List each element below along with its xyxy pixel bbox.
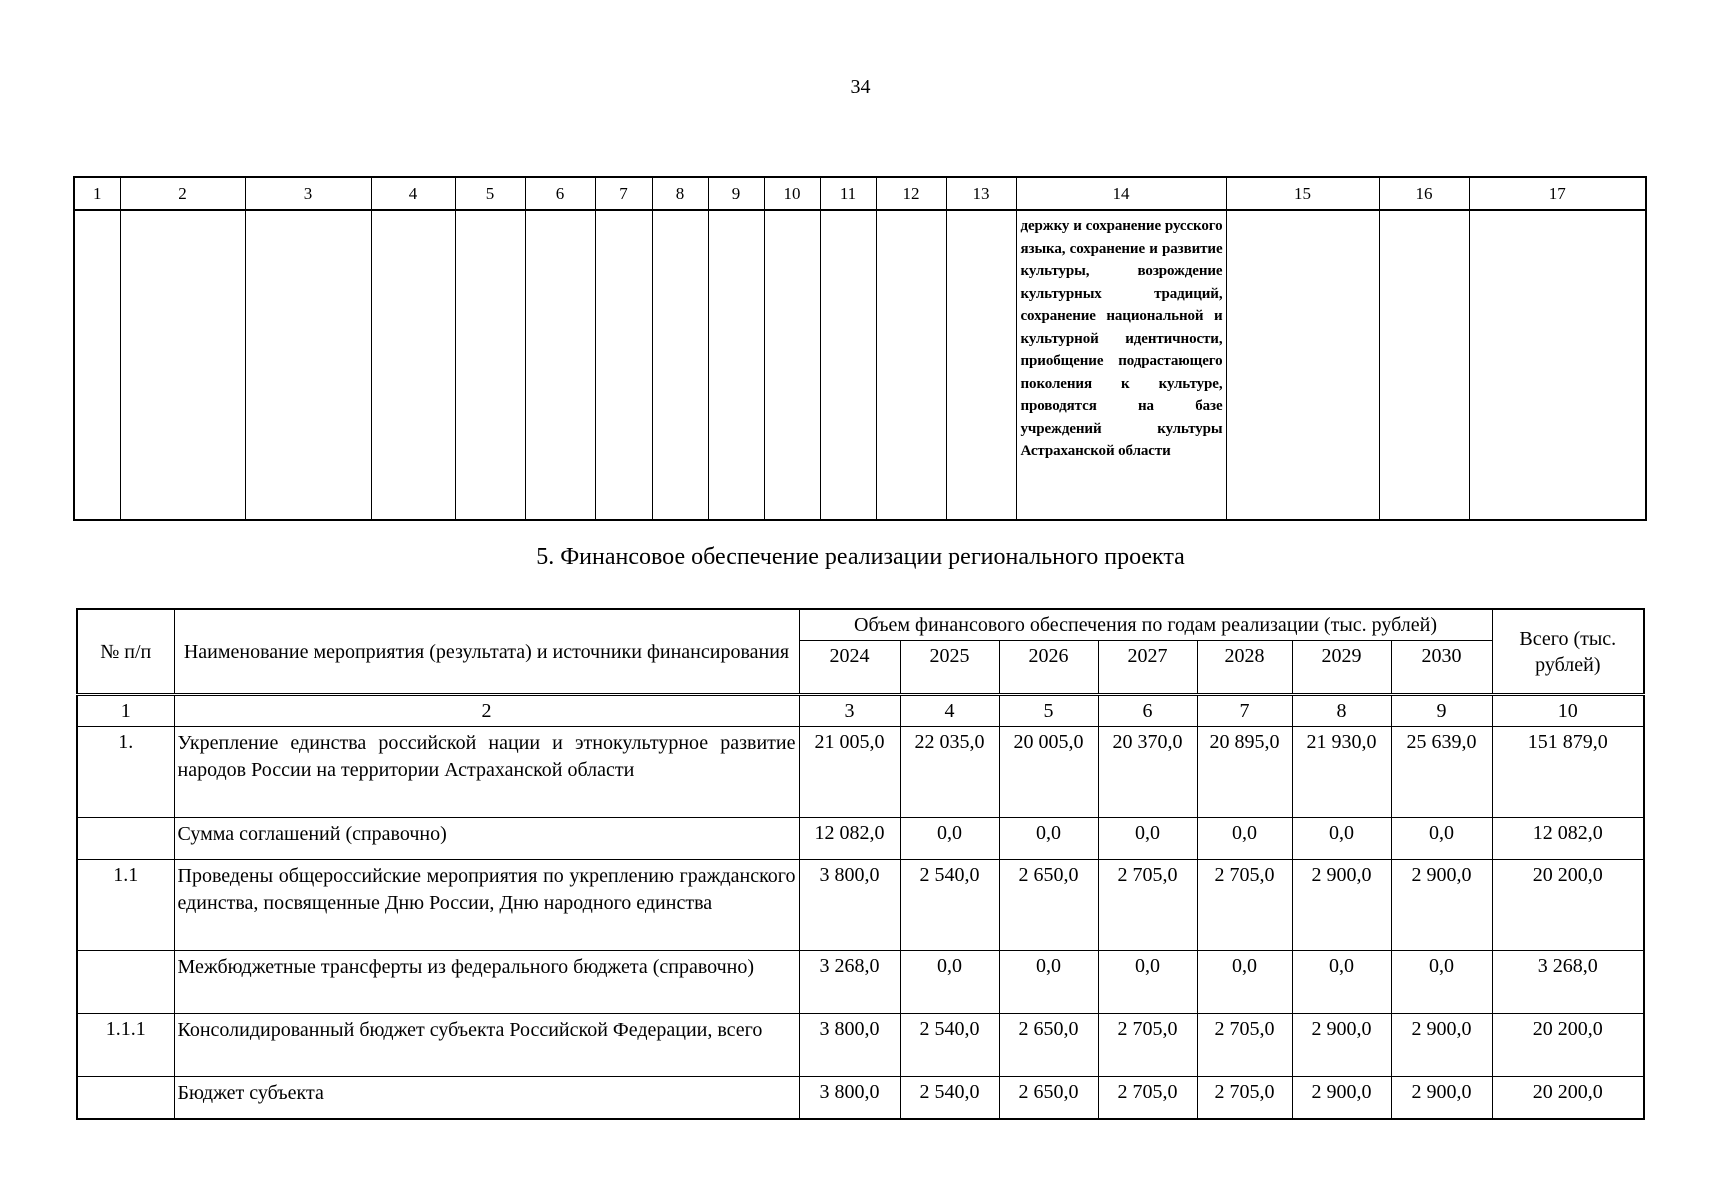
section-title: 5. Финансовое обеспечение реализации регионального проекта — [536, 544, 1185, 570]
column-numbers-row — [77, 695, 1644, 727]
empty-cell — [820, 210, 876, 520]
column-number: 1 — [77, 695, 174, 727]
col-header: 3 — [245, 177, 371, 210]
year-header: 2029 — [1292, 641, 1391, 695]
empty-cell — [764, 210, 820, 520]
empty-cell — [245, 210, 371, 520]
empty-cell — [595, 210, 652, 520]
col-header: 1 — [74, 177, 120, 210]
col-header: 6 — [525, 177, 595, 210]
value-cell: 2 540,0 — [900, 1077, 999, 1120]
empty-cell — [371, 210, 455, 520]
value-cell: 12 082,0 — [799, 818, 900, 860]
col-header: 4 — [371, 177, 455, 210]
value-cell: 0,0 — [1391, 951, 1492, 1014]
empty-cell — [876, 210, 946, 520]
value-cell: 2 650,0 — [999, 860, 1098, 951]
value-cell: 2 540,0 — [900, 1014, 999, 1077]
value-cell: 3 800,0 — [799, 860, 900, 951]
total-cell: 12 082,0 — [1492, 818, 1644, 860]
continuation-body-row — [74, 210, 1646, 520]
total-cell: 20 200,0 — [1492, 860, 1644, 951]
col-header: 15 — [1226, 177, 1379, 210]
value-cell: 0,0 — [1391, 818, 1492, 860]
value-cell: 2 705,0 — [1098, 1077, 1197, 1120]
empty-cell — [708, 210, 764, 520]
row-number — [77, 818, 174, 860]
value-cell: 25 639,0 — [1391, 727, 1492, 818]
value-cell: 0,0 — [1098, 951, 1197, 1014]
year-header: 2028 — [1197, 641, 1292, 695]
col-header: 14 — [1016, 177, 1226, 210]
column-number: 10 — [1492, 695, 1644, 727]
volume-header: Объем финансового обеспечения по годам реализации (тыс. рублей) — [799, 609, 1492, 641]
row-number: 1.1 — [77, 860, 174, 951]
column-number: 8 — [1292, 695, 1391, 727]
column-number: 9 — [1391, 695, 1492, 727]
col-header: 13 — [946, 177, 1016, 210]
num-header: № п/п — [77, 609, 174, 695]
empty-cell — [1469, 210, 1646, 520]
column-number: 4 — [900, 695, 999, 727]
year-header: 2024 — [799, 641, 900, 695]
value-cell: 0,0 — [1098, 818, 1197, 860]
value-cell: 2 705,0 — [1098, 860, 1197, 951]
empty-cell — [525, 210, 595, 520]
row-number: 1. — [77, 727, 174, 818]
value-cell: 2 900,0 — [1292, 860, 1391, 951]
col-header: 12 — [876, 177, 946, 210]
financing-table — [76, 608, 1645, 1120]
empty-cell — [1379, 210, 1469, 520]
value-cell: 21 930,0 — [1292, 727, 1391, 818]
continuation-table — [73, 176, 1647, 521]
value-cell: 2 900,0 — [1292, 1077, 1391, 1120]
value-cell: 2 900,0 — [1391, 1014, 1492, 1077]
col-header: 10 — [764, 177, 820, 210]
col-header: 17 — [1469, 177, 1646, 210]
table-row — [77, 1014, 1644, 1077]
col-header: 9 — [708, 177, 764, 210]
row-name: Межбюджетные трансферты из федерального бюджета (справочно) — [174, 951, 799, 1014]
empty-cell — [455, 210, 525, 520]
name-header: Наименование мероприятия (результата) и источники финансирования — [174, 609, 799, 695]
value-cell: 0,0 — [999, 818, 1098, 860]
value-cell: 0,0 — [1197, 818, 1292, 860]
header-row — [77, 609, 1644, 641]
table-row — [77, 860, 1644, 951]
row-name: Бюджет субъекта — [174, 1077, 799, 1120]
value-cell: 20 370,0 — [1098, 727, 1197, 818]
row-name: Консолидированный бюджет субъекта Российской Федерации, всего — [174, 1014, 799, 1077]
value-cell: 22 035,0 — [900, 727, 999, 818]
total-header: Всего (тыс. рублей) — [1492, 609, 1644, 695]
row-name: Сумма соглашений (справочно) — [174, 818, 799, 860]
year-header: 2027 — [1098, 641, 1197, 695]
col-header: 5 — [455, 177, 525, 210]
value-cell: 2 900,0 — [1292, 1014, 1391, 1077]
value-cell: 2 705,0 — [1197, 1077, 1292, 1120]
total-cell: 20 200,0 — [1492, 1077, 1644, 1120]
value-cell: 0,0 — [900, 818, 999, 860]
empty-cell — [1226, 210, 1379, 520]
empty-cell — [120, 210, 245, 520]
row-number — [77, 951, 174, 1014]
value-cell: 2 705,0 — [1197, 1014, 1292, 1077]
total-cell: 3 268,0 — [1492, 951, 1644, 1014]
row-number: 1.1.1 — [77, 1014, 174, 1077]
value-cell: 3 268,0 — [799, 951, 900, 1014]
year-header: 2025 — [900, 641, 999, 695]
table-row — [77, 727, 1644, 818]
empty-cell — [652, 210, 708, 520]
value-cell: 2 900,0 — [1391, 860, 1492, 951]
value-cell: 0,0 — [900, 951, 999, 1014]
value-cell: 2 650,0 — [999, 1077, 1098, 1120]
column-number: 3 — [799, 695, 900, 727]
value-cell: 2 900,0 — [1391, 1077, 1492, 1120]
col-header: 8 — [652, 177, 708, 210]
value-cell: 2 650,0 — [999, 1014, 1098, 1077]
col-header: 2 — [120, 177, 245, 210]
empty-cell — [946, 210, 1016, 520]
continuation-header-row — [74, 177, 1646, 210]
value-cell: 20 895,0 — [1197, 727, 1292, 818]
table-row — [77, 951, 1644, 1014]
description-cell: держку и сохранение русского языка, сохранение и развитие культуры, возрождение культурных традиций, сохранение национальной и культурной идентичности, приобщение подрастающего поколения к культуре, проводятся на базе учреждений культуры Астраханской области — [1016, 210, 1226, 520]
empty-cell — [74, 210, 120, 520]
value-cell: 3 800,0 — [799, 1014, 900, 1077]
row-name: Проведены общероссийские мероприятия по укреплению гражданского единства, посвященные Дню России, Дню народного единства — [174, 860, 799, 951]
table-row — [77, 818, 1644, 860]
column-number: 5 — [999, 695, 1098, 727]
page-number: 34 — [850, 76, 871, 98]
column-number: 7 — [1197, 695, 1292, 727]
col-header: 7 — [595, 177, 652, 210]
value-cell: 0,0 — [1292, 818, 1391, 860]
total-cell: 20 200,0 — [1492, 1014, 1644, 1077]
value-cell: 2 705,0 — [1197, 860, 1292, 951]
value-cell: 3 800,0 — [799, 1077, 900, 1120]
value-cell: 20 005,0 — [999, 727, 1098, 818]
value-cell: 2 705,0 — [1098, 1014, 1197, 1077]
col-header: 16 — [1379, 177, 1469, 210]
row-number — [77, 1077, 174, 1120]
value-cell: 21 005,0 — [799, 727, 900, 818]
column-number: 2 — [174, 695, 799, 727]
value-cell: 0,0 — [999, 951, 1098, 1014]
column-number: 6 — [1098, 695, 1197, 727]
value-cell: 0,0 — [1197, 951, 1292, 1014]
year-header: 2030 — [1391, 641, 1492, 695]
value-cell: 0,0 — [1292, 951, 1391, 1014]
total-cell: 151 879,0 — [1492, 727, 1644, 818]
col-header: 11 — [820, 177, 876, 210]
table-row — [77, 1077, 1644, 1120]
year-header: 2026 — [999, 641, 1098, 695]
row-name: Укрепление единства российской нации и этнокультурное развитие народов России на территории Астраханской области — [174, 727, 799, 818]
value-cell: 2 540,0 — [900, 860, 999, 951]
